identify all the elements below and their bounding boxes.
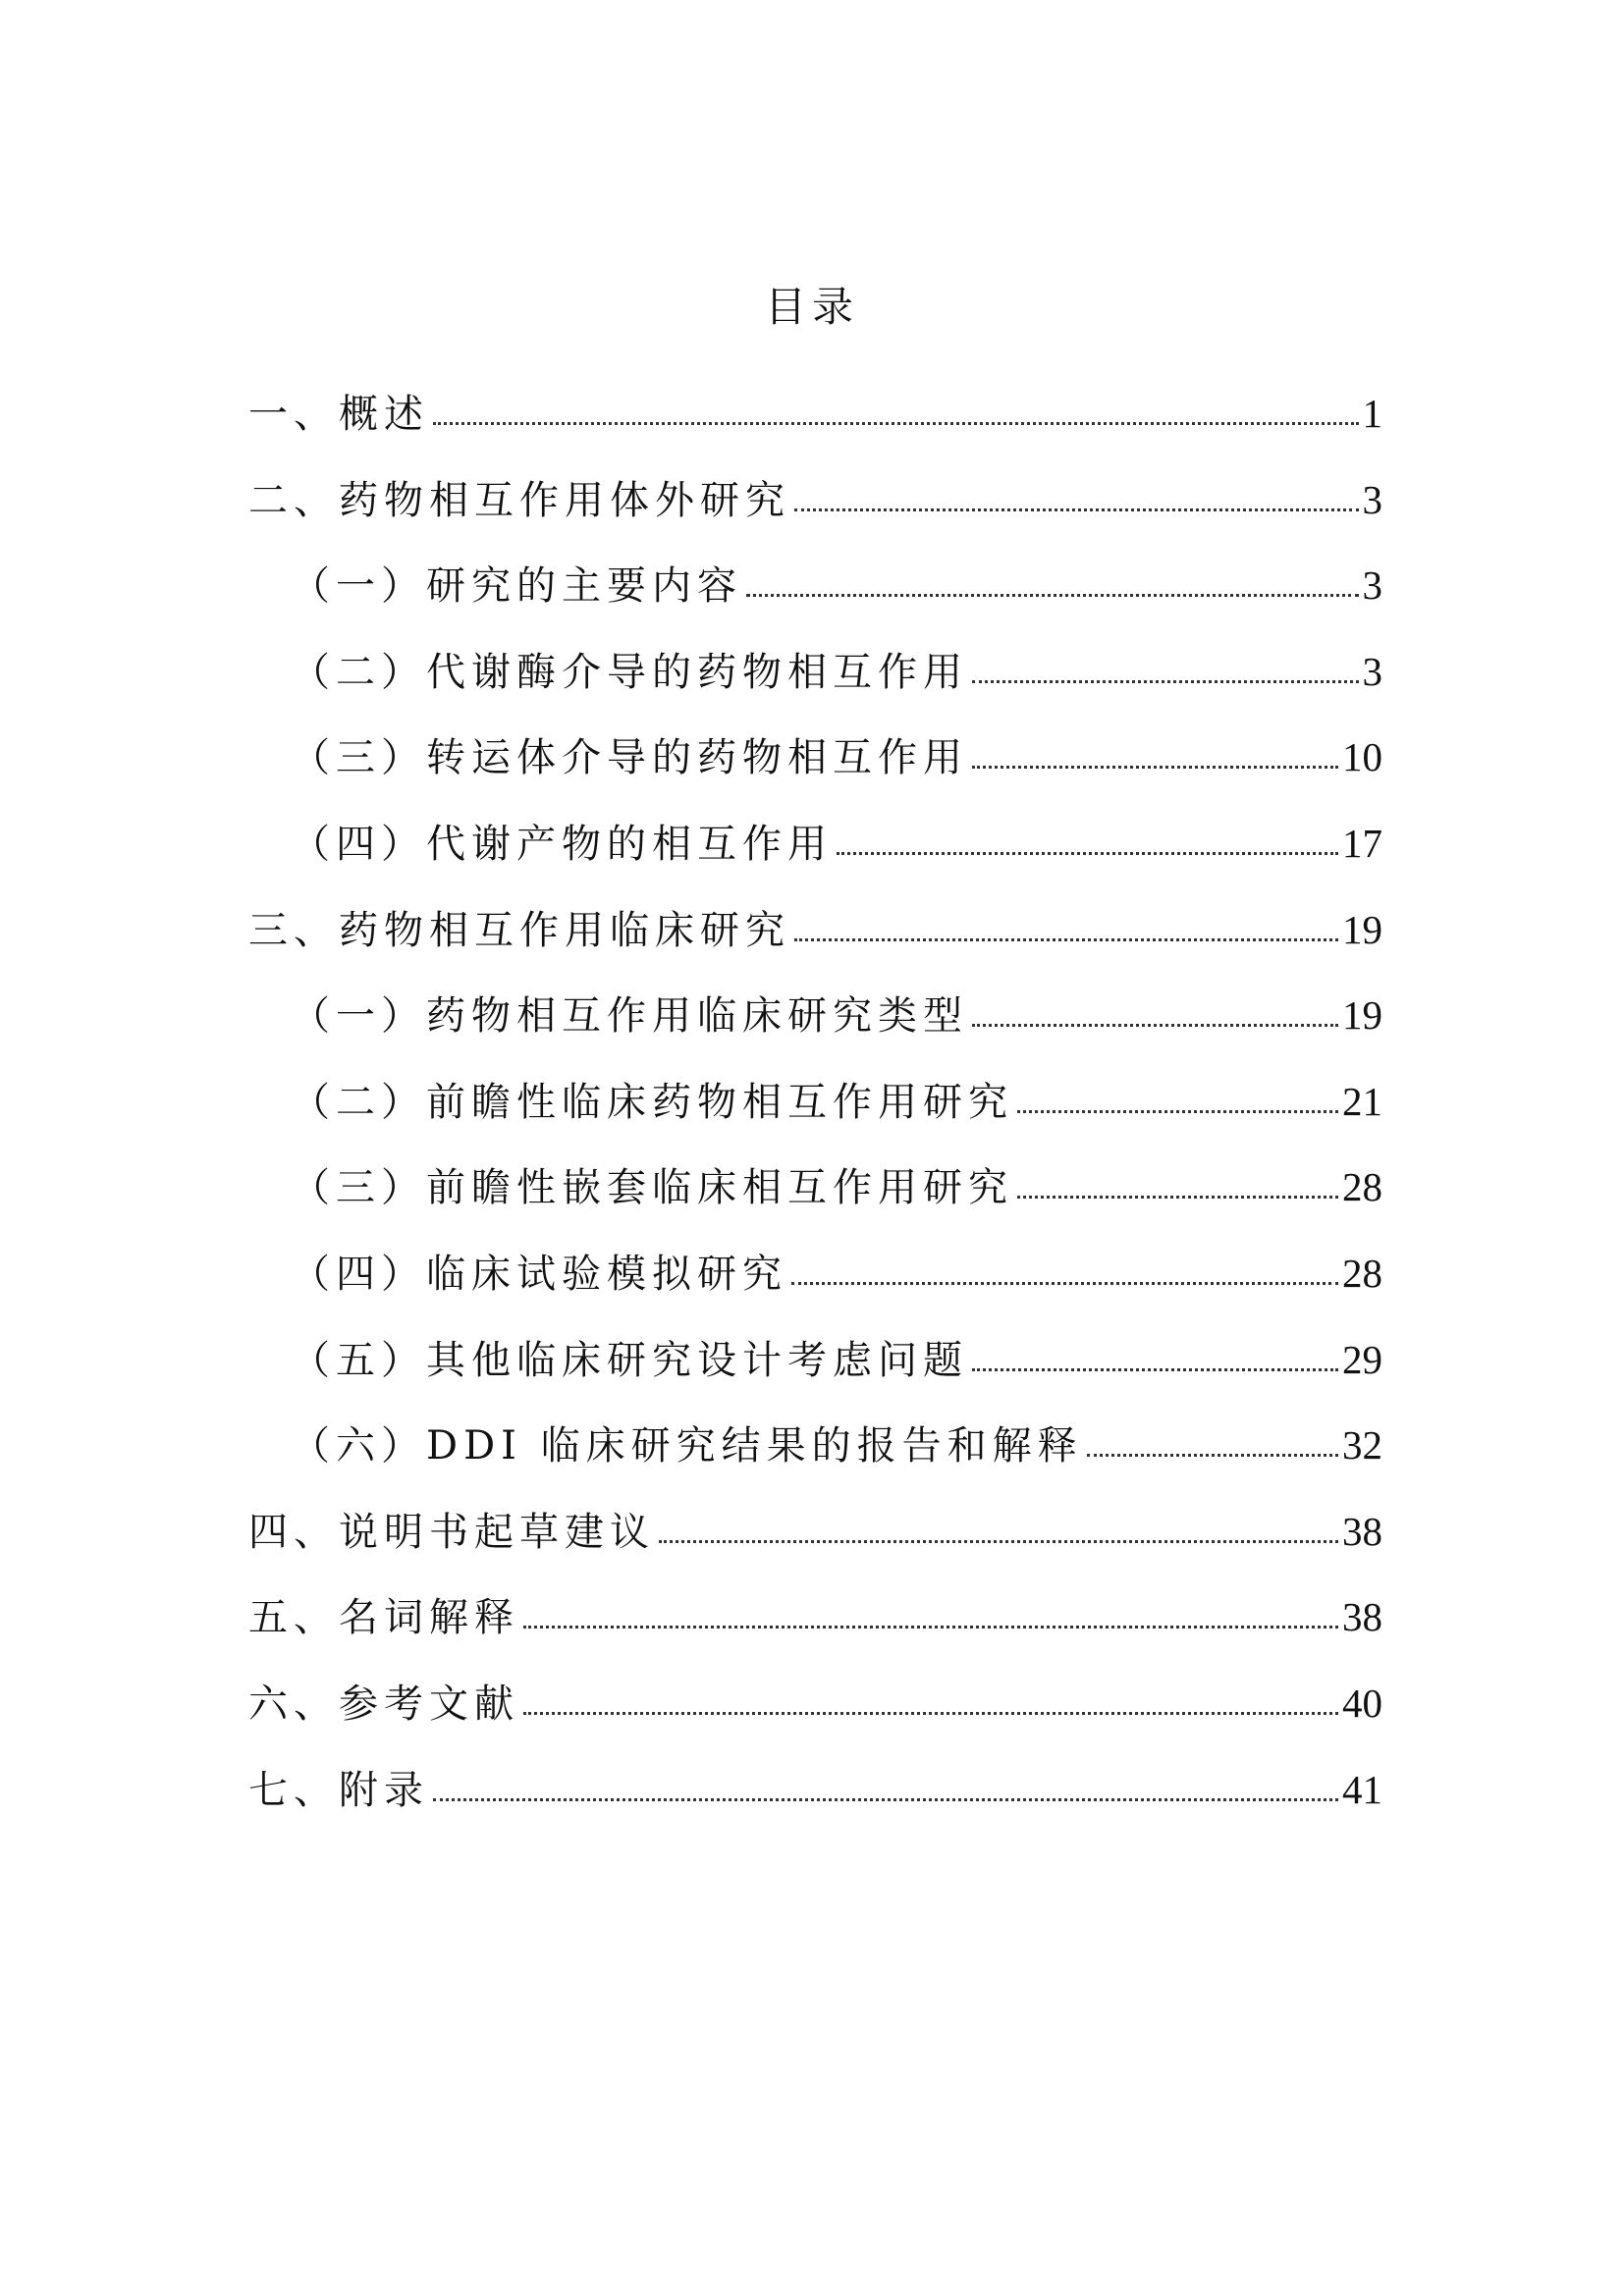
toc-dot-leader [746, 584, 1359, 597]
toc-entry-label: （二）代谢酶介导的药物相互作用 [291, 649, 968, 695]
toc-entry[interactable] [248, 1506, 1382, 1592]
toc-dot-leader [659, 1530, 1338, 1543]
toc-entry-page-number: 21 [1342, 1078, 1382, 1124]
toc-entry-page-number: 10 [1342, 734, 1382, 780]
toc-dot-leader [1087, 1444, 1338, 1457]
toc-entry[interactable] [248, 904, 1382, 990]
toc-entry-page-number: 3 [1362, 562, 1382, 609]
toc-entry[interactable] [248, 1764, 1382, 1850]
toc-entry-label: 七、附录 [248, 1767, 429, 1813]
toc-dot-leader [794, 499, 1359, 511]
toc-entry-page-number: 29 [1342, 1336, 1382, 1382]
toc-dot-leader [972, 1359, 1338, 1371]
toc-dot-leader [523, 1616, 1338, 1629]
toc-dot-leader [972, 670, 1359, 683]
toc-entry-page-number: 3 [1362, 476, 1382, 522]
toc-entry-label: 四、说明书起草建议 [248, 1509, 655, 1555]
toc-entry[interactable] [248, 474, 1382, 561]
toc-entry[interactable] [248, 1161, 1382, 1248]
toc-entry-page-number: 17 [1342, 820, 1382, 866]
toc-entry-label: （五）其他临床研究设计考虑问题 [291, 1337, 968, 1383]
toc-dot-leader [1017, 1100, 1338, 1113]
toc-dot-leader [837, 842, 1338, 855]
toc-entry-label: （四）临床试验模拟研究 [291, 1251, 787, 1297]
toc-entry[interactable] [248, 388, 1382, 474]
toc-entry[interactable] [248, 1419, 1382, 1506]
toc-dot-leader [972, 756, 1338, 769]
toc-entry-page-number: 19 [1342, 992, 1382, 1039]
toc-entry[interactable] [248, 1334, 1382, 1420]
toc-entry-page-number: 32 [1342, 1422, 1382, 1468]
toc-entry-label: （一）药物相互作用临床研究类型 [291, 993, 968, 1040]
toc-entry[interactable] [248, 1591, 1382, 1678]
toc-entry[interactable] [248, 646, 1382, 732]
toc-list [248, 388, 1382, 1849]
toc-entry[interactable] [248, 731, 1382, 818]
toc-entry-label: （二）前瞻性临床药物相互作用研究 [291, 1079, 1013, 1125]
toc-dot-leader [791, 1272, 1338, 1285]
toc-entry-label: 六、参考文献 [248, 1681, 519, 1727]
toc-dot-leader [972, 1014, 1338, 1027]
toc-dot-leader [433, 1789, 1338, 1801]
toc-entry-page-number: 1 [1362, 391, 1382, 436]
toc-dot-leader [523, 1702, 1338, 1715]
toc-entry-label: （六）DDI 临床研究结果的报告和解释 [291, 1423, 1083, 1469]
toc-dot-leader [1017, 1186, 1338, 1199]
toc-dot-leader [433, 412, 1359, 425]
toc-entry-label: （三）前瞻性嵌套临床相互作用研究 [291, 1165, 1013, 1211]
toc-entry-label: 五、名词解释 [248, 1595, 519, 1641]
toc-entry-page-number: 38 [1342, 1594, 1382, 1640]
toc-title: 目录 [764, 283, 859, 331]
toc-entry-page-number: 28 [1342, 1164, 1382, 1210]
toc-entry-label: 一、概述 [248, 392, 429, 437]
toc-entry[interactable] [248, 1678, 1382, 1764]
toc-entry[interactable] [248, 1076, 1382, 1162]
toc-entry-label: （四）代谢产物的相互作用 [291, 821, 833, 867]
toc-entry-label: 二、药物相互作用体外研究 [248, 477, 790, 523]
toc-entry-label: 三、药物相互作用临床研究 [248, 907, 790, 953]
toc-entry-page-number: 28 [1342, 1250, 1382, 1296]
toc-entry[interactable] [248, 989, 1382, 1076]
toc-entry-page-number: 40 [1342, 1680, 1382, 1726]
toc-entry[interactable] [248, 818, 1382, 904]
toc-entry-page-number: 41 [1342, 1766, 1382, 1812]
toc-entry-page-number: 3 [1362, 648, 1382, 694]
toc-entry[interactable] [248, 560, 1382, 646]
toc-entry-label: （一）研究的主要内容 [291, 563, 742, 610]
toc-dot-leader [794, 929, 1338, 941]
toc-entry-page-number: 19 [1342, 906, 1382, 952]
toc-entry[interactable] [248, 1248, 1382, 1334]
toc-entry-label: （三）转运体介导的药物相互作用 [291, 735, 968, 781]
toc-entry-page-number: 38 [1342, 1508, 1382, 1554]
